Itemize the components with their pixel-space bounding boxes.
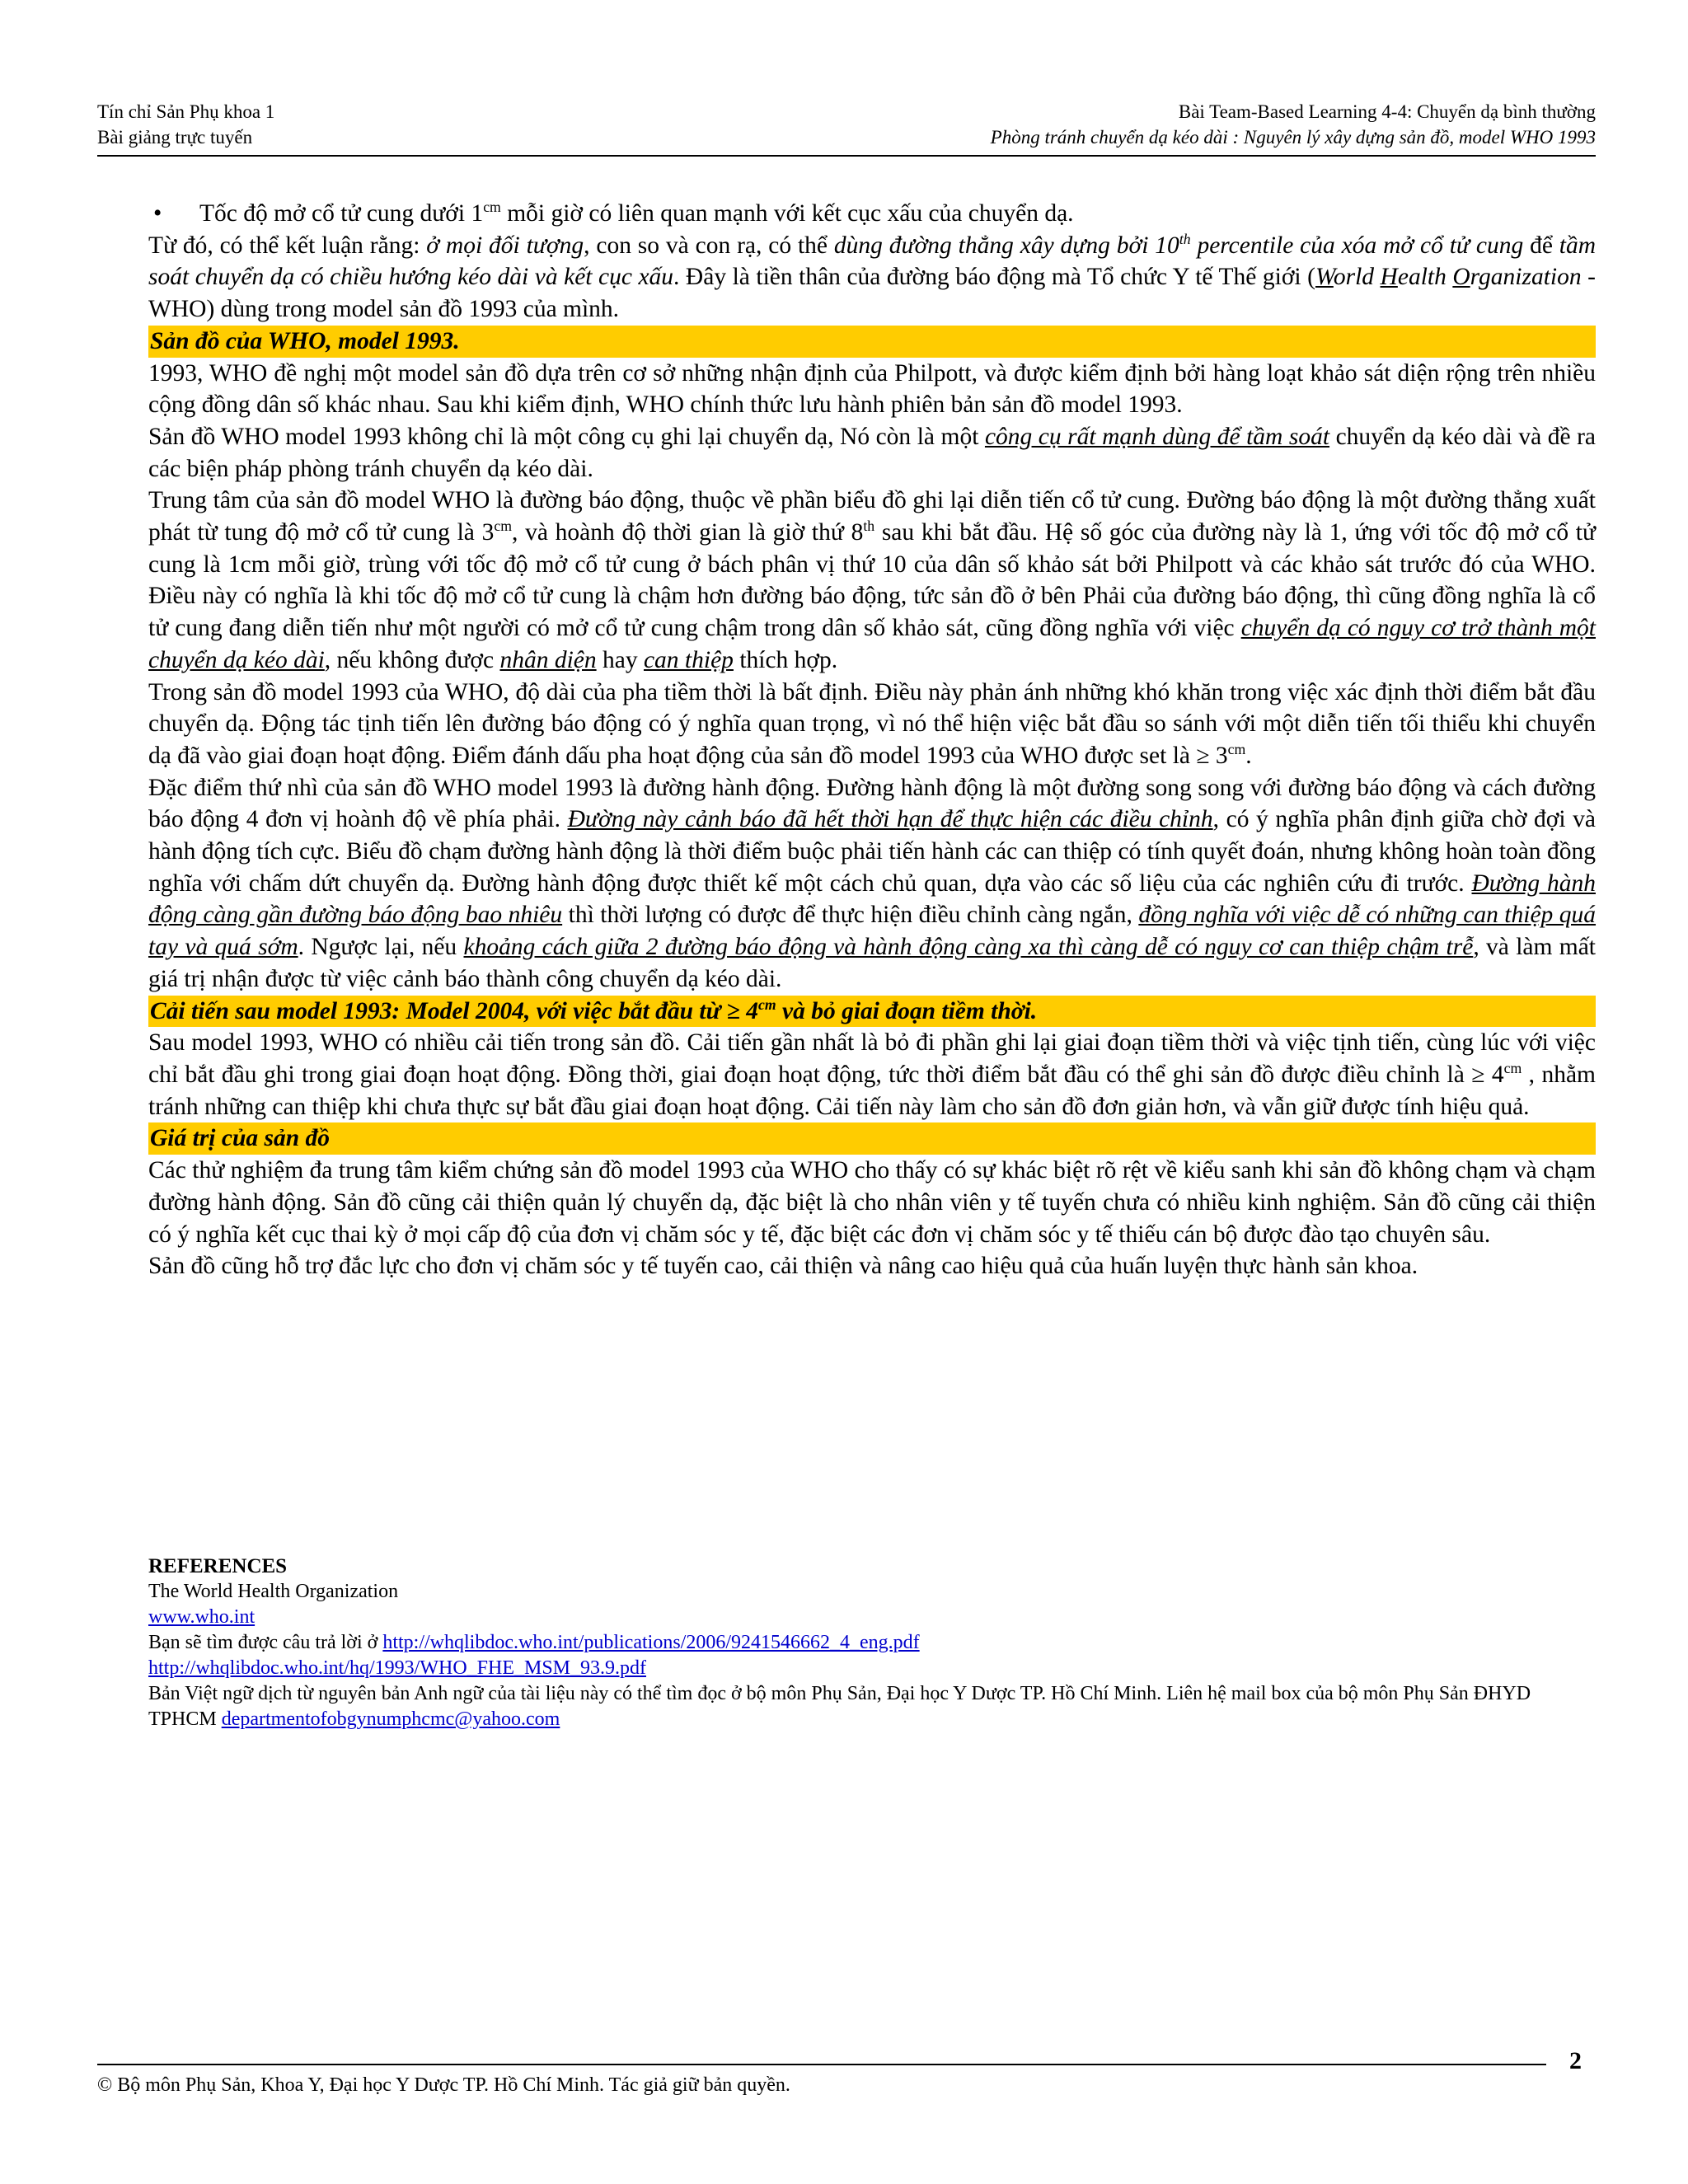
copyright-text: © Bộ môn Phụ Sản, Khoa Y, Đại học Y Dược TP. Hồ Chí Minh. Tác giả giữ bản quyền. xyxy=(97,2074,790,2096)
reference-line: Bản Việt ngữ dịch từ nguyên bản Anh ngữ của tài liệu này có thể tìm đọc ở bộ môn Phụ Sản, Đại học Y Dược TP. Hồ Chí Minh. Liên hệ mail box của bộ môn Phụ Sản ĐHYD TPHCM departmentofobgynumphcmc@yahoo.com xyxy=(148,1683,1531,1730)
paragraph: Đặc điểm thứ nhì của sản đồ WHO model 1993 là đường hành động. Đường hành động là một đường song song với đường báo động và cách đường báo động 4 đơn vị hoành độ về phía phải. Đường này cảnh báo đã hết thời hạn để thực hiện các điều chỉnh, có ý nghĩa phân định giữa chờ đợi và hành động tích cực. Biểu đồ chạm đường hành động là thời điểm buộc phải tiến hành các can thiệp có tính quyết đoán, nhưng không hoàn toàn đồng nghĩa với chấm dứt chuyển dạ. Đường hành động được thiết kế một cách chủ quan, dựa vào các số liệu của các nghiên cứu đi trước. Đường hành động càng gần đường báo động bao nhiêu thì thời lượng có được để thực hiện điều chỉnh càng ngắn, đồng nghĩa với việc dễ có những can thiệp quá tay và quá sớm. Ngược lại, nếu khoảng cách giữa 2 đường báo động và hành động càng xa thì càng dễ có nguy cơ can thiệp chậm trễ, và làm mất giá trị nhận được từ việc cảnh báo thành công chuyển dạ kéo dài. xyxy=(148,774,1597,992)
page-header xyxy=(97,97,1596,157)
section-heading-value: Giá trị của sản đồ xyxy=(148,1122,1596,1155)
paragraph: Các thử nghiệm đa trung tâm kiểm chứng sản đồ model 1993 của WHO cho thấy có sự khác biệt rõ rệt về kiểu sanh khi sản đồ không chạm và chạm đường hành động. Sản đồ cũng cải thiện quản lý chuyển dạ, đặc biệt là cho nhân viên y tế tuyến chưa có nhiều kinh nghiệm. Sản đồ cũng cải thiện có ý nghĩa kết cục thai kỳ ở mọi cấp độ của đơn vị chăm sóc y tế, đặc biệt các đơn vị chăm sóc y tế thiếu cán bộ được đào tạo chuyên sâu. xyxy=(148,1157,1596,1248)
paragraph: Trong sản đồ model 1993 của WHO, độ dài của pha tiềm thời là bất định. Điều này phản ánh những khó khăn trong việc xác định thời điểm bắt đầu chuyển dạ. Động tác tịnh tiến lên đường báo động có ý nghĩa quan trọng, vì nó thể hiện việc bắt đầu so sánh với một diễn tiến tối thiểu khi chuyển dạ đã vào giai đoạn hoạt động. Điểm đánh dấu pha hoạt động của sản đồ model 1993 của WHO được set là ≥ $3^{cm}$. xyxy=(148,678,1596,769)
reference-line: Bạn sẽ tìm được câu trả lời ở http://whqlibdoc.who.int/publications/2006/9241546662_4_eng.pdf xyxy=(148,1632,920,1653)
reference-org: The World Health Organization xyxy=(148,1581,399,1602)
paragraph: Trung tâm của sản đồ model WHO là đường báo động, thuộc về phần biểu đồ ghi lại diễn tiến cổ tử cung. Đường báo động là một đường thẳng xuất phát từ tung độ mở cổ tử cung là $3^{cm}$, và hoành độ thời gian là giờ thứ 8th sau khi bắt đầu. Hệ số góc của đường này là 1, ứng với tốc độ mở cổ tử cung là 1cm mỗi giờ, trùng với tốc độ mở cổ tử cung ở bách phân vị thứ 10 của dân số khảo sát bởi Philpott và các khảo sát trước đó của WHO. Điều này có nghĩa là khi tốc độ mở cổ tử cung là chậm hơn đường báo động, tức sản đồ ở bên Phải của đường báo động, thì cũng đồng nghĩa là cổ tử cung đang diễn tiến như một người có mở cổ tử cung chậm trong dân số khảo sát, cũng đồng nghĩa với việc chuyển dạ có nguy cơ trở thành một chuyển dạ kéo dài, nếu không được nhân diện hay can thiệp thích hợp. xyxy=(148,487,1596,673)
who-link[interactable]: www.who.int xyxy=(148,1606,256,1628)
paragraph: Sản đồ WHO model 1993 không chỉ là một công cụ ghi lại chuyển dạ, Nó còn là một công cụ rất mạnh dùng để tầm soát chuyển dạ kéo dài và đề ra các biện pháp phòng tránh chuyển dạ kéo dài. xyxy=(148,423,1596,482)
who-pdf-link-2006[interactable]: http://whqlibdoc.who.int/publications/2006/9241546662_4_eng.pdf xyxy=(382,1632,920,1653)
document-body xyxy=(148,198,1596,1282)
paragraph: Sau model 1993, WHO có nhiều cải tiến trong sản đồ. Cải tiến gần nhất là bỏ đi phần ghi lại giai đoạn tiềm thời và việc tịnh tiến, cùng lúc với việc chỉ bắt đầu ghi trong giai đoạn hoạt động. Đồng thời, giai đoạn hoạt động, tức thời điểm bắt đầu có thể ghi sản đồ được điều chỉnh là ≥ $4^{cm}$ , nhằm tránh những can thiệp khi chưa thực sự bắt đầu giai đoạn hoạt động. Cải tiến này làm cho sản đồ đơn giản hơn, và vẫn giữ được tính hiệu quả. xyxy=(148,1029,1596,1120)
footer-divider xyxy=(97,2064,1546,2065)
bullet-marker: • xyxy=(153,200,162,227)
references-title: REFERENCES xyxy=(148,1555,288,1577)
bullet-item: • Tốc độ mở cổ tử cung dưới $1^{cm}$ mỗi giờ có liên quan mạnh với kết cục xấu của chuyển dạ. xyxy=(148,198,1596,230)
intro-paragraph: Từ đó, có thể kết luận rằng: ở mọi đối tượng, con so và con rạ, có thể dùng đường thẳng xây dựng bởi 10th percentile của xóa mở cổ tử cung để tầm soát chuyển dạ có chiều hướng kéo dài và kết cục xấu. Đây là tiền thân của đường báo động mà Tổ chức Y tế Thế giới (World Health Organization - WHO) dùng trong model sản đồ 1993 của mình. xyxy=(148,230,1597,323)
header-right xyxy=(991,99,1596,150)
course-name: Tín chỉ Sản Phụ khoa 1 xyxy=(97,101,275,122)
course-type: Bài giảng trực tuyến xyxy=(97,127,253,148)
lesson-subtitle: Phòng tránh chuyển dạ kéo dài : Nguyên lý xây dựng sản đồ, model WHO 1993 xyxy=(990,127,1596,148)
section-heading-who-1993: Sản đồ của WHO, model 1993. xyxy=(148,326,1596,358)
header-left xyxy=(97,99,274,150)
page-number: 2 xyxy=(1569,2047,1582,2074)
email-link[interactable]: departmentofobgynumphcmc@yahoo.com xyxy=(221,1708,560,1730)
paragraph: 1993, WHO đề nghị một model sản đồ dựa trên cơ sở những nhận định của Philpott, và được kiểm định bởi hàng loạt khảo sát diện rộng trên nhiều cộng đồng dân số khác nhau. Sau khi kiểm định, WHO chính thức lưu hành phiên bản sản đồ model 1993. xyxy=(148,359,1596,419)
section-heading-model-2004: Cải tiến sau model 1993: Model 2004, với việc bắt đầu từ ≥ $4^{cm}$ và bỏ giai đoạn tiềm thời. xyxy=(148,996,1596,1028)
references xyxy=(148,1554,1596,1732)
who-pdf-link-1993[interactable]: http://whqlibdoc.who.int/hq/1993/WHO_FHE_MSM_93.9.pdf xyxy=(148,1657,647,1679)
lesson-title: Bài Team-Based Learning 4-4: Chuyển dạ bình thường xyxy=(1178,101,1596,122)
paragraph: Sản đồ cũng hỗ trợ đắc lực cho đơn vị chăm sóc y tế tuyến cao, cải thiện và nâng cao hiệu quả của huấn luyện thực hành sản khoa. xyxy=(148,1253,1418,1280)
